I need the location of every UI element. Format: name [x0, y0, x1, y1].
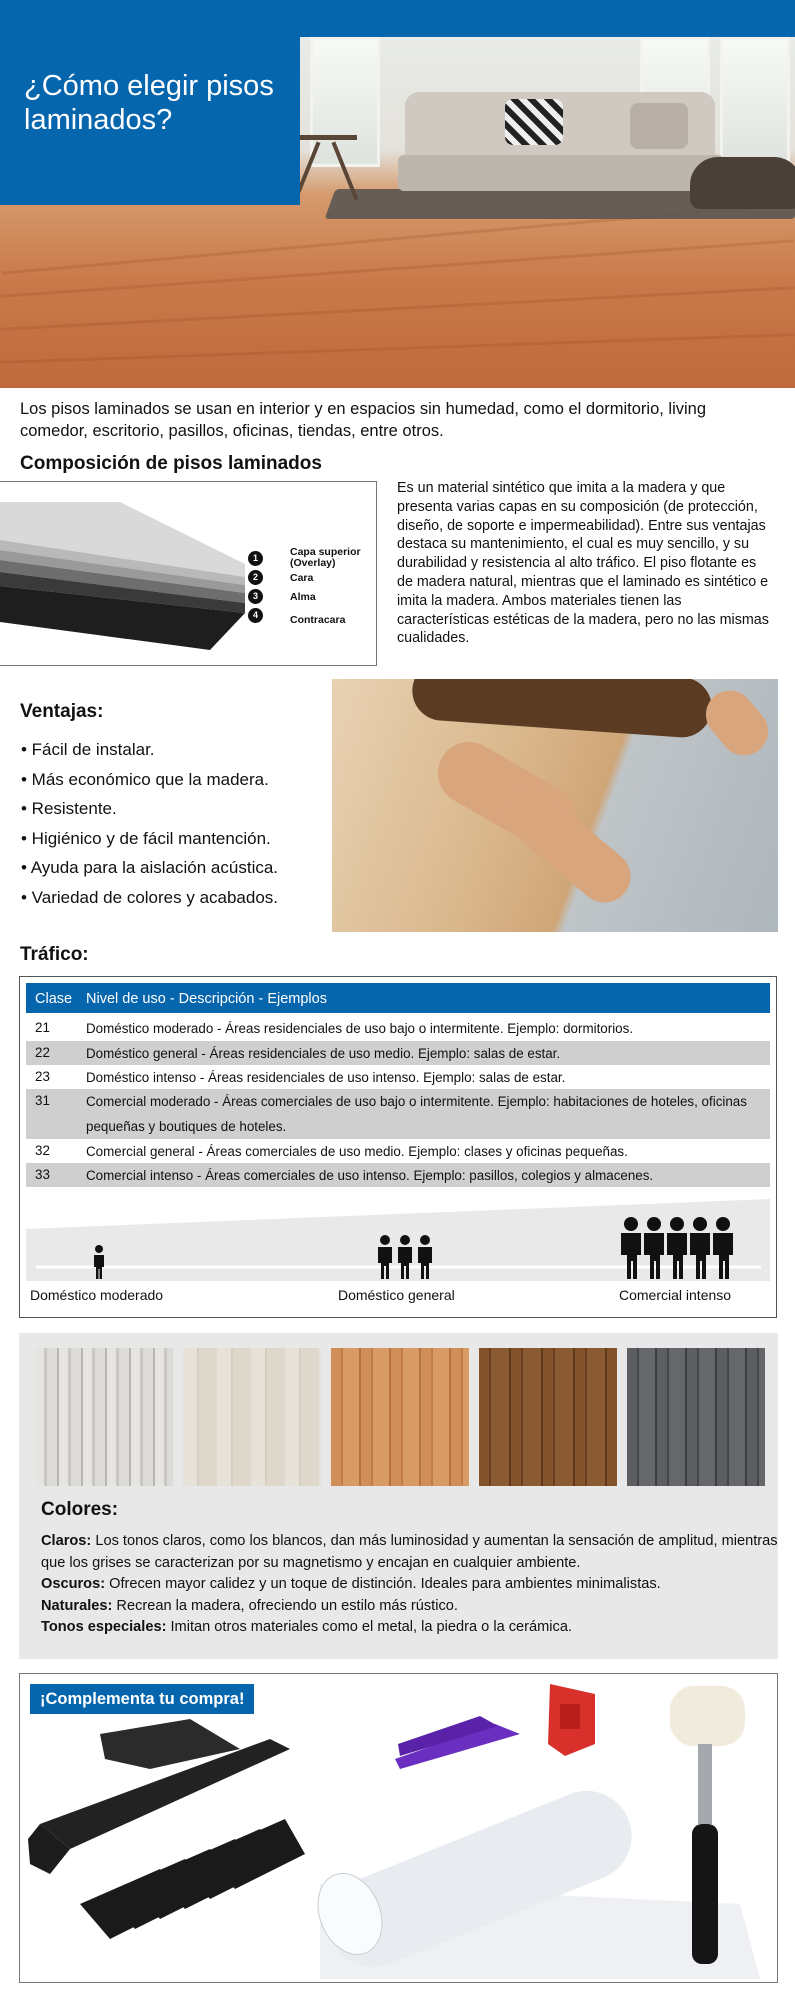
row-class: 31 [35, 1093, 50, 1108]
row-example: Ejemplo: pasillos, colegios y almacenes. [409, 1168, 654, 1183]
row-example: Ejemplo: habitaciones de hoteles, oficinas pequeñas y boutiques de hoteles. [86, 1094, 747, 1134]
row-class: 23 [35, 1069, 50, 1084]
stool [295, 135, 357, 195]
crowd-icon [620, 1217, 738, 1279]
layer-label: Capa superior (Overlay) [290, 546, 361, 569]
top-bar [0, 0, 795, 37]
layers-diagram [0, 481, 377, 666]
installation-photo [332, 679, 778, 932]
window-pane [720, 37, 790, 167]
table-row [26, 1016, 770, 1041]
composition-title: Composición de pisos laminados [20, 453, 322, 474]
row-class: 22 [35, 1045, 50, 1060]
leveling-clip-icon [548, 1684, 595, 1756]
intro-text: Los pisos laminados se usan en interior y en espacios sin humedad, como el dormitorio, living comedor, escritorio, pasillos, oficinas, tiendas, entre otros. [20, 400, 707, 440]
wedges-icon [395, 1716, 520, 1769]
row-level: Comercial general - Áreas comerciales de uso medio. [86, 1144, 405, 1159]
page-title: ¿Cómo elegir pisos laminados? [24, 70, 274, 136]
complement-section [19, 1673, 778, 1983]
traffic-title: Tráfico: [20, 944, 89, 965]
list-item: • Más económico que la madera. [21, 769, 269, 789]
table-row [26, 1089, 770, 1139]
color-term: Naturales: [41, 1597, 113, 1614]
level-label: Doméstico moderado [30, 1287, 164, 1303]
list-item: • Variedad de colores y acabados. [21, 887, 279, 907]
color-term: Tonos especiales: [41, 1619, 167, 1635]
row-example: Ejemplo: salas de estar. [414, 1046, 561, 1061]
colors-text [41, 1531, 786, 1639]
row-example: Ejemplo: dormitorios. [503, 1021, 634, 1036]
layer-label: Contracara [290, 614, 346, 626]
header-desc: Nivel de uso - Descripción - Ejemplos [86, 991, 327, 1007]
swatch-dark-wood [479, 1348, 617, 1486]
pillow [505, 99, 563, 145]
swatch-light [35, 1348, 173, 1486]
installation-kit-icon [28, 1719, 305, 1939]
color-desc: Ofrecen mayor calidez y un toque de distinción. Ideales para ambientes minimalistas. [105, 1576, 661, 1592]
layer-number: 4 [248, 608, 263, 623]
row-example: Ejemplo: clases y oficinas pequeñas. [404, 1144, 628, 1159]
row-level: Comercial moderado - Áreas comerciales de uso bajo o intermitente. [86, 1094, 494, 1109]
row-example: Ejemplo: salas de estar. [419, 1070, 566, 1085]
composition-text: Es un material sintético que imita a la madera y que presenta varias capas en su composición (de protección, diseño, de soporte e impermeabilidad). Entre sus ventajas destaca su mantenimiento, el cual es muy sencillo, y su durabilidad y resistencia al alto tráfico. El piso flotante es de madera natural, mientras que el laminado es sintético e imita la madera. Ambos materiales tienen las características estéticas de la madera, pero no las mismas cualidades. [397, 480, 769, 647]
row-level: Doméstico intenso - Áreas residenciales de uso intenso. [86, 1070, 420, 1085]
swatch-beige [183, 1348, 321, 1486]
person-icon [92, 1245, 106, 1279]
row-class: 32 [35, 1143, 50, 1158]
color-desc: Recrean la madera, ofreciendo un estilo más rústico. [112, 1597, 458, 1614]
color-desc: Los tonos claros, como los blancos, dan más luminosidad y aumentan la sensación de amplitud, mientras que los grises se caracterizan por su magnetismo y encajan en cualquier ambiente. [41, 1533, 778, 1571]
row-level: Doméstico general - Áreas residenciales de uso medio. [86, 1046, 415, 1061]
level-label: Doméstico general [338, 1287, 455, 1303]
table-row [26, 1163, 770, 1187]
swatch-gray [627, 1348, 765, 1486]
row-class: 33 [35, 1167, 50, 1182]
color-term: Claros: [41, 1533, 92, 1549]
list-item: • Higiénico y de fácil mantención. [21, 828, 271, 848]
title-box [0, 37, 300, 205]
table-header [26, 983, 770, 1013]
ottoman [690, 157, 795, 209]
pillow [630, 103, 688, 149]
complement-title: ¡Complementa tu compra! [30, 1684, 254, 1714]
row-class: 21 [35, 1020, 50, 1035]
level-label: Comercial intenso [619, 1287, 732, 1303]
layer-label: Cara [290, 572, 314, 584]
advantages-title: Ventajas: [20, 701, 104, 722]
list-item: • Fácil de instalar. [21, 740, 155, 759]
color-term: Oscuros: [41, 1576, 106, 1592]
list-item: • Resistente. [21, 799, 117, 818]
swatch-natural [331, 1348, 469, 1486]
layer-number: 3 [248, 589, 263, 604]
row-level: Doméstico moderado - Áreas residenciales de uso bajo o intermitente. [86, 1021, 504, 1036]
table-row [26, 1041, 770, 1065]
row-level: Comercial intenso - Áreas comerciales de uso intenso. [86, 1168, 410, 1183]
people-group-icon [376, 1235, 434, 1279]
table-row [26, 1139, 770, 1163]
layer-label: Alma [290, 591, 316, 603]
foam-underlay-roll-icon [306, 1777, 760, 1980]
colors-section [19, 1333, 778, 1659]
colors-title: Colores: [41, 1499, 119, 1520]
table-row [26, 1065, 770, 1089]
layer-number: 1 [248, 551, 263, 566]
advantages-list [21, 735, 321, 912]
list-item: • Ayuda para la aislación acústica. [21, 858, 279, 877]
header-clase: Clase [35, 991, 73, 1007]
color-desc: Imitan otros materiales como el metal, la piedra o la cerámica. [166, 1619, 572, 1635]
traffic-table [19, 976, 777, 1318]
layer-number: 2 [248, 570, 263, 585]
